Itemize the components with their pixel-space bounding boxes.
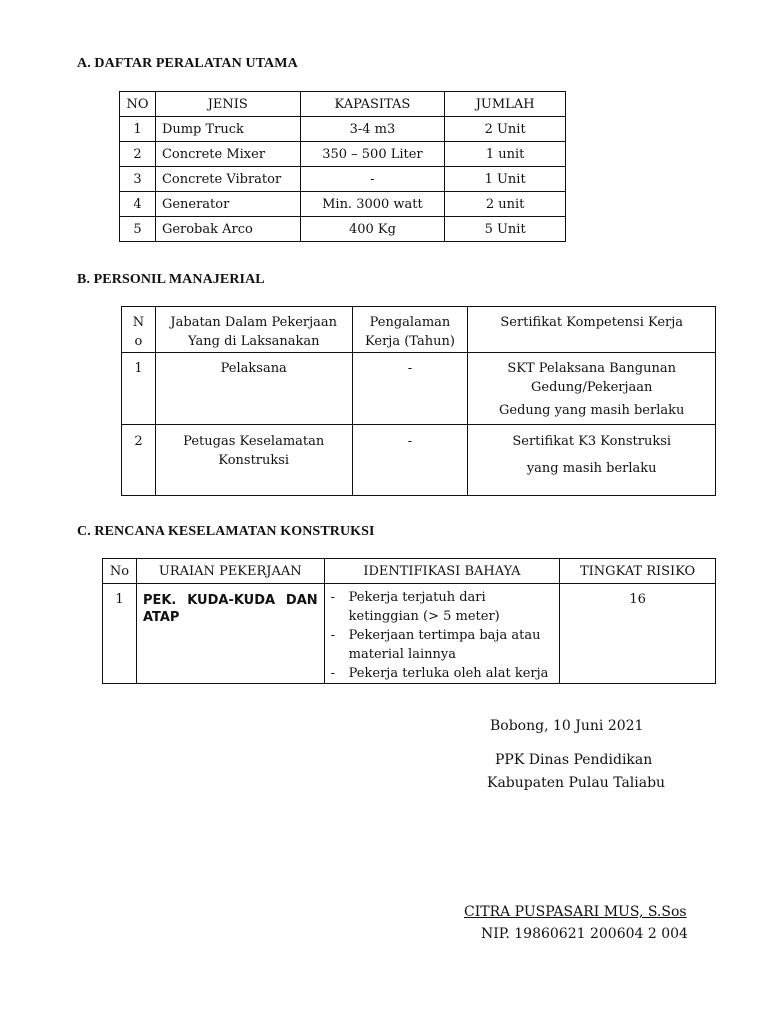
cell-sertifikat-line1: SKT Pelaksana Bangunan — [507, 361, 676, 376]
cell-jenis: Concrete Mixer — [155, 142, 300, 167]
cell-sertifikat-line1: Sertifikat K3 Konstruksi — [512, 434, 672, 449]
cell-no: 2 — [120, 142, 156, 167]
table-row — [120, 167, 566, 192]
section-a-title: A. DAFTAR PERALATAN UTAMA — [77, 56, 298, 71]
table-row — [120, 217, 566, 242]
office-line1: PPK Dinas Pendidikan — [495, 752, 653, 768]
cell-no: 3 — [120, 167, 156, 192]
cell-jabatan-line1: Petugas Keselamatan — [183, 434, 325, 449]
cell-sertifikat-line3: Gedung yang masih berlaku — [499, 403, 685, 418]
cell-no: 1 — [122, 353, 156, 425]
section-c-title: C. RENCANA KESELAMATAN KONSTRUKSI — [77, 524, 375, 539]
header-jabatan — [155, 307, 352, 353]
cell-jumlah: 2 Unit — [445, 117, 566, 142]
cell-sertifikat-line2: yang masih berlaku — [526, 461, 657, 476]
cell-bahaya — [324, 584, 560, 684]
cell-sertifikat — [468, 425, 716, 496]
table-row — [122, 425, 716, 496]
cell-pengalaman: - — [352, 353, 468, 425]
cell-jabatan — [155, 353, 352, 425]
cell-no: 1 — [120, 117, 156, 142]
table-header-row — [103, 559, 716, 584]
equipment-table — [119, 91, 566, 242]
office-line2: Kabupaten Pulau Taliabu — [487, 775, 666, 791]
cell-jenis: Concrete Vibrator — [155, 167, 300, 192]
list-item: - Pekerja terjatuh dari ketinggian (> 5 meter) — [325, 588, 556, 626]
cell-pengalaman: - — [352, 425, 468, 496]
cell-jabatan — [155, 425, 352, 496]
header-no: NO — [120, 92, 156, 117]
header-no-line1: N — [132, 315, 145, 330]
table-row — [122, 353, 716, 425]
list-item: - Pekerja terluka oleh alat kerja — [325, 664, 556, 683]
header-no: No — [103, 559, 137, 584]
header-uraian: URAIAN PEKERJAAN — [136, 559, 324, 584]
cell-sertifikat-line2: Gedung/Pekerjaan — [531, 380, 653, 395]
cell-no: 5 — [120, 217, 156, 242]
place-date: Bobong, 10 Juni 2021 — [490, 718, 644, 734]
list-item: - Pekerjaan tertimpa baja atau material lainnya — [325, 626, 556, 664]
table-row — [103, 584, 716, 684]
cell-no: 2 — [122, 425, 156, 496]
header-jabatan-line2: Yang di Laksanakan — [187, 334, 320, 349]
cell-kapasitas: 350 – 500 Liter — [300, 142, 445, 167]
cell-sertifikat — [468, 353, 716, 425]
cell-jenis: Gerobak Arco — [155, 217, 300, 242]
cell-jumlah: 5 Unit — [445, 217, 566, 242]
cell-jumlah: 1 unit — [445, 142, 566, 167]
header-jenis: JENIS — [155, 92, 300, 117]
header-pengalaman — [352, 307, 468, 353]
table-header-row — [120, 92, 566, 117]
section-b-title: B. PERSONIL MANAJERIAL — [77, 272, 265, 287]
header-risiko: TINGKAT RISIKO — [560, 559, 716, 584]
table-header-row — [122, 307, 716, 353]
cell-kapasitas: 400 Kg — [300, 217, 445, 242]
personnel-table — [121, 306, 716, 496]
header-pengalaman-line1: Pengalaman — [369, 315, 451, 330]
table-row — [120, 192, 566, 217]
cell-kapasitas: - — [300, 167, 445, 192]
cell-jumlah: 1 Unit — [445, 167, 566, 192]
cell-jabatan-line2: Konstruksi — [218, 453, 290, 468]
cell-jumlah: 2 unit — [445, 192, 566, 217]
signatory-name: CITRA PUSPASARI MUS, S.Sos — [464, 904, 687, 920]
cell-jabatan-line1: Pelaksana — [220, 361, 287, 376]
header-jumlah: JUMLAH — [445, 92, 566, 117]
header-jabatan-line1: Jabatan Dalam Pekerjaan — [170, 315, 338, 330]
hazard-list — [325, 584, 560, 683]
header-no-line2: o — [134, 334, 143, 349]
cell-kapasitas: 3-4 m3 — [300, 117, 445, 142]
cell-kapasitas: Min. 3000 watt — [300, 192, 445, 217]
cell-no: 1 — [103, 584, 137, 684]
header-sertifikat: Sertifikat Kompetensi Kerja — [468, 307, 716, 353]
table-row — [120, 142, 566, 167]
cell-risiko: 16 — [560, 584, 716, 684]
header-kapasitas: KAPASITAS — [300, 92, 445, 117]
header-pengalaman-line2: Kerja (Tahun) — [365, 334, 455, 349]
table-row — [120, 117, 566, 142]
cell-no: 4 — [120, 192, 156, 217]
header-no — [122, 307, 156, 353]
signatory-nip: NIP. 19860621 200604 2 004 — [481, 926, 688, 942]
cell-jenis: Dump Truck — [155, 117, 300, 142]
cell-jenis: Generator — [155, 192, 300, 217]
cell-uraian: PEK. KUDA-KUDA DAN ATAP — [136, 584, 324, 684]
header-bahaya: IDENTIFIKASI BAHAYA — [324, 559, 560, 584]
safety-plan-table — [102, 558, 716, 684]
